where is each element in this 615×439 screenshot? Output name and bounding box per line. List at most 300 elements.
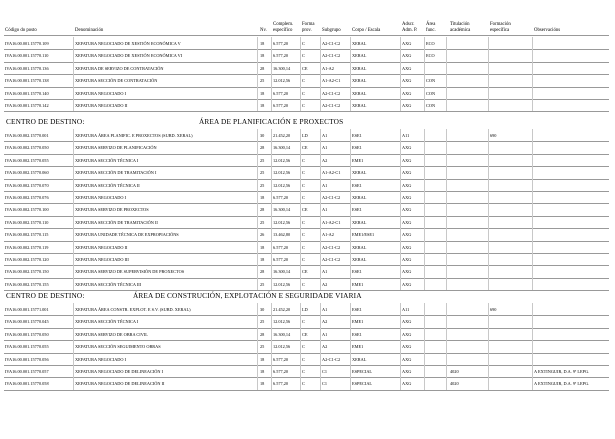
cell-subgrupo: A1-A2-C1: [322, 219, 341, 225]
column-rule: [73, 37, 74, 111]
cell-adscripcion: AXG: [402, 207, 412, 213]
row-rule: [4, 253, 609, 254]
cell-nivel: 18: [260, 53, 265, 59]
cell-adscripcion: AXG: [402, 356, 412, 362]
cell-subgrupo: A1-A2-C1: [322, 170, 341, 176]
cell-denominacion: XEFATURA SECCIÓN TÉCNICA II: [75, 182, 140, 188]
cell-forma: CE: [302, 145, 308, 151]
cell-adscripcion: AXG: [402, 65, 412, 71]
column-rule: [73, 303, 74, 390]
cell-denominacion: XEFATURA UNIDADE TÉCNICA DE EXPROPIACIÓNS: [75, 232, 179, 238]
header-formacion-2: específica: [490, 28, 510, 33]
cell-corpo: XERAL: [352, 170, 367, 176]
cell-adscripcion: AXG: [402, 53, 412, 59]
cell-codigo: IVA16.00.002.15770.120: [5, 257, 49, 262]
cell-adscripcion: AXG: [402, 41, 412, 46]
header-complemento-2: específico: [273, 28, 293, 33]
cell-complemento: 12.012,56: [273, 78, 291, 84]
cell-subgrupo: A2-C1-C2: [322, 244, 341, 250]
cell-denominacion: XEFATURA NEGOCIADO DE DELINEACIÓN II: [75, 381, 165, 387]
cell-corpo: ESE1: [352, 207, 362, 213]
row-rule: [4, 74, 609, 75]
cell-complemento: 6.577,20: [273, 257, 289, 262]
cell-forma: C: [302, 257, 305, 262]
header-formacion-1: Formación: [490, 22, 511, 27]
cell-complemento: 6.577,20: [273, 41, 289, 46]
cell-forma: C: [302, 356, 305, 362]
cell-denominacion: XEFATURA SECCIÓN TÉCNICA I: [75, 157, 139, 163]
cell-complemento: 6.577,20: [273, 369, 289, 374]
cell-forma: C: [302, 232, 305, 238]
cell-nivel: 25: [260, 157, 265, 163]
cell-forma: C: [302, 344, 305, 350]
cell-corpo: XERAL: [352, 103, 367, 108]
row-rule: [4, 315, 609, 316]
cell-codigo: IVA16.00.001.15771.001: [5, 307, 49, 312]
cell-codigo: IVA16.00.002.15770.055: [5, 157, 49, 163]
column-rule: [400, 129, 401, 290]
column-rule: [424, 129, 425, 290]
cell-adscripcion: AXG: [402, 103, 412, 108]
column-rule: [488, 37, 489, 111]
header-subgrupo: Subgrupo: [322, 28, 341, 33]
header-adscripcion-2: Adm. P.: [402, 28, 418, 33]
cell-denominacion: XEFATURA SECCIÓN SEGUIMENTO OBRAS: [75, 344, 161, 350]
cell-nivel: 18: [260, 369, 265, 374]
section-title: ÁREA DE PLANIFICACIÓN E PROXECTOS: [199, 116, 344, 126]
cell-complemento: 6.577,20: [273, 244, 289, 250]
cell-nivel: 25: [260, 170, 265, 176]
cell-forma: C: [302, 78, 305, 84]
cell-codigo: IVA16.00.001.15770.050: [5, 331, 49, 337]
cell-adscripcion: AXG: [402, 269, 412, 275]
column-rule: [424, 303, 425, 390]
cell-complemento: 6.577,20: [273, 381, 289, 387]
cell-subgrupo: A1: [322, 145, 328, 151]
header-complemento-1: Complem.: [273, 22, 294, 27]
cell-denominacion: XEFATURA NEGOCIADO DE XESTIÓN ECONÓMICA V: [75, 41, 181, 46]
cell-codigo: IVA16.00.001.15770.045: [5, 319, 49, 325]
cell-area: CON: [426, 90, 436, 96]
cell-corpo: ESE1: [352, 145, 362, 151]
cell-codigo: IVA16.00.001.15770.057: [5, 369, 49, 374]
cell-nivel: 25: [260, 319, 265, 325]
cell-titulacion: 4020: [450, 381, 459, 387]
cell-codigo: IVA16.00.002.15770.150: [5, 269, 49, 275]
cell-denominacion: XEFATURA SERVIZO DE PLANIFICACIÓN: [75, 145, 157, 151]
cell-subgrupo: A2: [322, 319, 328, 325]
cell-complemento: 16.300,14: [273, 65, 291, 71]
row-rule: [4, 87, 609, 88]
cell-subgrupo: A2-C1-C2: [322, 41, 341, 46]
header-area-1: Área: [426, 22, 436, 27]
cell-area: ECO: [426, 53, 435, 59]
cell-subgrupo: A1: [322, 182, 328, 188]
section-label: CENTRO DE DESTINO:: [6, 116, 85, 126]
cell-corpo: XERAL: [352, 53, 367, 59]
cell-subgrupo: A2-C1-C2: [322, 356, 341, 362]
cell-forma: CE: [302, 331, 308, 337]
cell-codigo: IVA16.00.001.15770.109: [5, 41, 49, 46]
header-corpo: Corpo / Escala: [352, 28, 381, 33]
cell-complemento: 21.452,20: [273, 133, 291, 138]
cell-nivel: 18: [260, 257, 265, 262]
cell-denominacion: XEFATURA SECCIÓN DE CONTRATACIÓN: [75, 78, 158, 84]
cell-nivel: 28: [260, 269, 265, 275]
cell-subgrupo: A2-C1-C2: [322, 103, 341, 108]
cell-corpo: XERAL: [352, 219, 367, 225]
cell-forma: C: [302, 53, 305, 59]
cell-denominacion: XEFATURA NEGOCIADO I: [75, 356, 127, 362]
cell-corpo: ESE1: [352, 269, 362, 275]
header-area-2: func.: [426, 28, 436, 33]
header-nivel: Nv.: [260, 28, 267, 33]
cell-denominacion: XEFATURA NEGOCIADO II: [75, 103, 128, 108]
cell-forma: C: [302, 281, 305, 287]
cell-corpo: EME1/ESE1: [352, 232, 375, 238]
cell-denominacion: XEFATURA DE SERVIZO DE CONTRATACIÓN: [75, 65, 164, 71]
column-rule: [446, 37, 447, 111]
cell-forma: C: [302, 157, 305, 163]
cell-subgrupo: A2: [322, 281, 328, 287]
cell-nivel: 28: [260, 207, 265, 213]
cell-corpo: XERAL: [352, 195, 367, 200]
column-rule: [73, 129, 74, 290]
cell-adscripcion: AXG: [402, 219, 412, 225]
cell-complemento: 16.300,14: [273, 145, 291, 151]
cell-codigo: IVA16.00.001.15770.110: [5, 53, 49, 59]
cell-nivel: 30: [260, 307, 265, 312]
cell-denominacion: XEFATURA SERVIZO DE SUPERVISIÓN DE PROXECTOS: [75, 269, 185, 275]
cell-denominacion: XEFATURA NEGOCIADO DE XESTIÓN ECONÓMICA VI: [75, 53, 183, 59]
header-codigo: Código do posto: [5, 28, 37, 33]
cell-denominacion: XEFATURA SECCIÓN TÉCNICA I: [75, 319, 139, 325]
cell-corpo: XERAL: [352, 244, 367, 250]
cell-corpo: EME1: [352, 281, 364, 287]
row-rule: [4, 265, 609, 266]
cell-denominacion: XEFATURA NEGOCIADO II: [75, 244, 128, 250]
cell-nivel: 25: [260, 219, 265, 225]
cell-adscripcion: AXG: [402, 232, 412, 238]
column-rule: [446, 303, 447, 390]
row-rule: [4, 328, 609, 329]
cell-adscripcion: AXG: [402, 319, 412, 325]
column-rule: [271, 129, 272, 290]
cell-subgrupo: A1: [322, 207, 328, 213]
cell-corpo: EME1: [352, 344, 364, 350]
cell-nivel: 26: [260, 232, 265, 238]
row-rule: [4, 62, 609, 63]
column-rule: [320, 129, 321, 290]
cell-codigo: IVA16.00.002.15770.060: [5, 170, 49, 176]
row-rule: [4, 216, 609, 217]
row-rule: [4, 154, 609, 155]
cell-codigo: IVA16.00.002.15770.076: [5, 195, 49, 200]
row-rule: [4, 365, 609, 366]
row-rule: [4, 99, 609, 100]
row-rule: [4, 340, 609, 341]
header-forma-2: prov.: [302, 28, 312, 33]
cell-denominacion: XEFATURA NEGOCIADO I: [75, 90, 127, 96]
cell-subgrupo: A2: [322, 157, 328, 163]
cell-adscripcion: AXG: [402, 90, 412, 96]
row-rule: [4, 390, 609, 391]
cell-complemento: 6.577,20: [273, 53, 289, 59]
header-rule: [4, 35, 609, 36]
cell-denominacion: XEFATURA SECCIÓN TÉCNICA III: [75, 281, 142, 287]
cell-nivel: 18: [260, 244, 265, 250]
cell-codigo: IVA16.00.002.15770.119: [5, 244, 49, 250]
cell-codigo: IVA16.00.001.15770.138: [5, 78, 49, 84]
cell-denominacion: XEFATURA SERVIZO DE PROXECTOS: [75, 207, 149, 213]
row-rule: [4, 179, 609, 180]
cell-subgrupo: A1-A2: [322, 232, 334, 238]
column-rule: [424, 37, 425, 111]
cell-forma: C: [302, 369, 305, 374]
cell-forma: C: [302, 182, 305, 188]
cell-adscripcion: AXG: [402, 170, 412, 176]
cell-corpo: ESE1: [352, 133, 362, 138]
cell-nivel: 18: [260, 41, 265, 46]
row-rule: [4, 111, 609, 112]
cell-subgrupo: A2-C1-C2: [322, 53, 341, 59]
cell-nivel: 18: [260, 356, 265, 362]
column-rule: [320, 303, 321, 390]
cell-corpo: ESE1: [352, 307, 362, 312]
section-label: CENTRO DE DESTINO:: [6, 290, 85, 300]
cell-codigo: IVA16.00.002.15770.155: [5, 281, 49, 287]
cell-complemento: 6.577,20: [273, 90, 289, 96]
row-rule: [4, 278, 609, 279]
cell-corpo: XERAL: [352, 356, 367, 362]
cell-nivel: 18: [260, 90, 265, 96]
column-rule: [350, 129, 351, 290]
row-rule: [4, 241, 609, 242]
cell-complemento: 12.012,56: [273, 157, 291, 163]
cell-complemento: 16.300,14: [273, 269, 291, 275]
cell-forma: CE: [302, 65, 308, 71]
cell-observacions: A EXTINGUIR, D.A. 9ª LEPG.: [534, 381, 590, 387]
cell-forma: CE: [302, 207, 308, 213]
cell-nivel: 18: [260, 103, 265, 108]
row-rule: [4, 191, 609, 192]
cell-forma: C: [302, 170, 305, 176]
cell-subgrupo: A2-C1-C2: [322, 257, 341, 262]
cell-adscripcion: AXG: [402, 157, 412, 163]
row-rule: [4, 203, 609, 204]
row-rule: [4, 141, 609, 142]
cell-subgrupo: A1-A2-C1: [322, 78, 341, 84]
cell-adscripcion: AXG: [402, 182, 412, 188]
cell-denominacion: XEFATURA NEGOCIADO DE DELINEACIÓN I: [75, 369, 163, 374]
cell-denominacion: XEFATURA SERVIZO DE OBRA CIVIL: [75, 331, 148, 337]
cell-denominacion: XEFATURA SECCIÓN DE TRAMITACIÓN I: [75, 170, 157, 176]
row-rule: [4, 353, 609, 354]
header-titulacion-1: Titulación: [450, 22, 470, 27]
cell-nivel: 25: [260, 344, 265, 350]
column-rule: [400, 303, 401, 390]
cell-subgrupo: C1: [322, 369, 328, 374]
column-rule: [488, 303, 489, 390]
section-title: ÁREA DE CONSTRUCIÓN, EXPLOTACIÓN E SEGURIDADE VIARIA: [133, 290, 362, 300]
cell-nivel: 28: [260, 331, 265, 337]
cell-corpo: EME1: [352, 319, 364, 325]
cell-complemento: 12.012,56: [273, 182, 291, 188]
cell-adscripcion: A11: [402, 307, 410, 312]
cell-area: CON: [426, 78, 436, 84]
row-rule: [4, 377, 609, 378]
cell-complemento: 16.300,14: [273, 207, 291, 213]
cell-formacion: 690: [490, 307, 497, 312]
cell-corpo: XERAL: [352, 65, 367, 71]
cell-corpo: XERAL: [352, 90, 367, 96]
cell-codigo: IVA16.00.001.15770.140: [5, 90, 49, 96]
cell-denominacion: XEFATURA ÁREA CONSTR. EXPLOT. E S.V. (SUBD. XERAL): [75, 307, 191, 312]
cell-corpo: XERAL: [352, 257, 367, 262]
cell-adscripcion: A11: [402, 133, 410, 138]
column-rule: [300, 129, 301, 290]
cell-complemento: 12.012,56: [273, 319, 291, 325]
cell-subgrupo: A1: [322, 269, 328, 275]
cell-corpo: ESE1: [352, 331, 362, 337]
column-rule: [300, 303, 301, 390]
column-rule: [300, 37, 301, 111]
cell-complemento: 12.012,56: [273, 344, 291, 350]
cell-nivel: 18: [260, 195, 265, 200]
cell-codigo: IVA16.00.002.15770.115: [5, 232, 49, 238]
column-rule: [532, 303, 533, 390]
cell-forma: C: [302, 219, 305, 225]
cell-forma: LD: [302, 133, 308, 138]
column-rule: [532, 129, 533, 290]
column-rule: [271, 37, 272, 111]
cell-subgrupo: A1: [322, 331, 328, 337]
cell-nivel: 28: [260, 65, 265, 71]
cell-subgrupo: A2: [322, 344, 328, 350]
cell-nivel: 25: [260, 78, 265, 84]
cell-codigo: IVA16.00.001.15770.056: [5, 356, 49, 362]
cell-complemento: 6.577,20: [273, 103, 289, 108]
cell-complemento: 16.300,14: [273, 331, 291, 337]
cell-corpo: XERAL: [352, 78, 367, 84]
cell-complemento: 21.452,20: [273, 307, 291, 312]
cell-nivel: 30: [260, 133, 265, 138]
cell-forma: LD: [302, 307, 308, 312]
cell-corpo: XERAL: [352, 41, 367, 46]
cell-complemento: 6.577,20: [273, 195, 289, 200]
cell-codigo: IVA16.00.002.15770.050: [5, 145, 49, 151]
cell-adscripcion: AXG: [402, 344, 412, 350]
cell-corpo: ESPECIAL: [352, 369, 373, 374]
cell-nivel: 18: [260, 381, 265, 387]
header-forma-1: Forma: [302, 22, 315, 27]
cell-adscripcion: AXG: [402, 257, 412, 262]
cell-corpo: ESE1: [352, 182, 362, 188]
cell-nivel: 28: [260, 145, 265, 151]
cell-subgrupo: A1-A2: [322, 65, 334, 71]
cell-denominacion: XEFATURA NEGOCIADO I: [75, 195, 127, 200]
cell-corpo: ESPECIAL: [352, 381, 373, 387]
cell-forma: C: [302, 195, 305, 200]
cell-nivel: 25: [260, 182, 265, 188]
column-rule: [532, 37, 533, 111]
cell-complemento: 6.577,20: [273, 356, 289, 362]
column-rule: [320, 37, 321, 111]
cell-complemento: 12.012,56: [273, 281, 291, 287]
cell-adscripcion: AXG: [402, 369, 412, 374]
column-rule: [257, 37, 258, 111]
cell-denominacion: XEFATURA NEGOCIADO III: [75, 257, 129, 262]
cell-adscripcion: AXG: [402, 381, 412, 387]
cell-codigo: IVA16.00.002.15770.070: [5, 182, 49, 188]
cell-denominacion: XEFATURA SECCIÓN DE TRAMITACIÓN II: [75, 219, 158, 225]
cell-observacions: A EXTINGUIR, D.A. 9ª LEPG.: [534, 369, 590, 374]
column-rule: [400, 37, 401, 111]
header-adscripcion-1: Adscr.: [402, 22, 415, 27]
cell-subgrupo: C1: [322, 381, 328, 387]
cell-forma: CE: [302, 269, 308, 275]
column-rule: [488, 129, 489, 290]
header-observacions: Observacións: [534, 28, 561, 33]
cell-formacion: 690: [490, 133, 497, 138]
cell-area: ECO: [426, 41, 435, 46]
cell-area: CON: [426, 103, 436, 108]
cell-adscripcion: AXG: [402, 78, 412, 84]
cell-forma: C: [302, 103, 305, 108]
column-rule: [271, 303, 272, 390]
cell-forma: C: [302, 319, 305, 325]
cell-complemento: 13.462,80: [273, 232, 291, 238]
cell-adscripcion: AXG: [402, 195, 412, 200]
cell-forma: C: [302, 90, 305, 96]
column-rule: [350, 37, 351, 111]
row-rule: [4, 49, 609, 50]
cell-codigo: IVA16.00.002.15770.001: [5, 133, 49, 138]
cell-adscripcion: AXG: [402, 331, 412, 337]
cell-denominacion: XEFATURA ÁREA PLANIFIC. E PROXECTOS (SUBD. XERAL): [75, 133, 193, 138]
cell-codigo: IVA16.00.001.15770.058: [5, 381, 49, 387]
cell-subgrupo: A1: [322, 307, 328, 312]
cell-codigo: IVA16.00.001.15770.136: [5, 65, 49, 71]
cell-subgrupo: A1: [322, 133, 328, 138]
cell-adscripcion: AXG: [402, 145, 412, 151]
cell-codigo: IVA16.00.002.15770.100: [5, 207, 49, 213]
cell-codigo: IVA16.00.001.15770.055: [5, 344, 49, 350]
cell-titulacion: 4020: [450, 369, 459, 374]
cell-codigo: IVA16.00.001.15770.142: [5, 103, 49, 108]
column-rule: [350, 303, 351, 390]
column-rule: [257, 303, 258, 390]
cell-corpo: EME1: [352, 157, 364, 163]
column-rule: [446, 129, 447, 290]
cell-nivel: 25: [260, 281, 265, 287]
row-rule: [4, 166, 609, 167]
cell-forma: C: [302, 244, 305, 250]
cell-subgrupo: A2-C1-C2: [322, 90, 341, 96]
row-rule: [4, 228, 609, 229]
cell-codigo: IVA16.00.002.15770.110: [5, 219, 49, 225]
column-rule: [257, 129, 258, 290]
cell-adscripcion: AXG: [402, 281, 412, 287]
cell-forma: C: [302, 41, 305, 46]
header-denominacion: Denominación: [75, 28, 104, 33]
cell-complemento: 12.012,56: [273, 219, 291, 225]
cell-complemento: 12.012,56: [273, 170, 291, 176]
cell-adscripcion: AXG: [402, 244, 412, 250]
cell-subgrupo: A2-C1-C2: [322, 195, 341, 200]
cell-forma: C: [302, 381, 305, 387]
header-titulacion-2: académica: [450, 28, 471, 33]
